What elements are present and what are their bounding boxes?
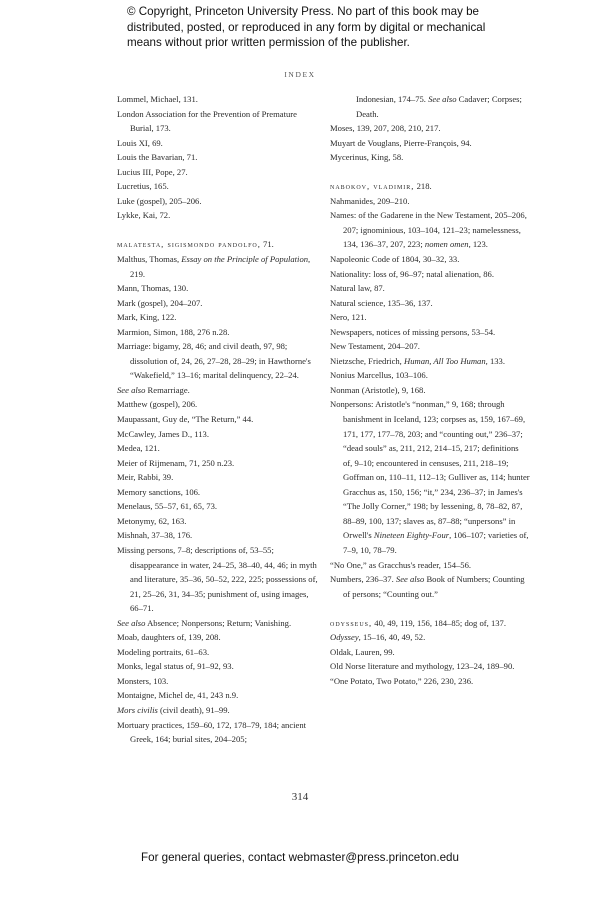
index-entry-text: Nonpersons: Aristotle's “nonman,” 9, 168; through banishment in Iceland, 123; corpses as, 159, 167–69, 171, 177, 177–78, 203; and “counting out,” 236–37; “dead souls” as, 211, 212, 214–15, 217; definitions of, 9–10; encountered in censuses, 211, 218–19; Goffman on, 110–11, 112–13; Gulliver as, 114; hunter Gracchus as, 150, 156; “it,” 234, 236–37; in James's “The Jolly Corner,” 198; by lessening, 8, 78–82, 87, 88–89, 100, 137; slaves as, 87–88; “unpersons” in Orwell's <box>330 399 530 541</box>
index-entry-text: , 219. <box>130 254 311 279</box>
index-entry-text: Malthus, Thomas, <box>117 254 182 265</box>
page-number: 314 <box>291 791 309 803</box>
index-entry-text: Oldak, Lauren, 99. <box>330 646 395 657</box>
index-entry-text: Mark (gospel), 204–207. <box>117 297 203 308</box>
index-entry-text: Memory sanctions, 106. <box>117 486 201 497</box>
index-entry <box>330 208 530 252</box>
index-entry <box>117 528 320 543</box>
index-entry-text: Nietzsche, Friedrich, <box>330 355 404 366</box>
index-entry-text: , 133. <box>485 355 505 366</box>
index-entry <box>117 136 320 151</box>
index-entry-text: Human, All Too Human <box>403 355 486 366</box>
index-entry-text: Old Norse literature and mythology, 123–24, 189–90. <box>330 661 515 672</box>
index-entry-text: Maupassant, Guy de, “The Return,” 44. <box>117 414 254 425</box>
letter-group-gap <box>117 223 320 238</box>
index-entry <box>117 427 320 442</box>
index-entry-text: Metonymy, 62, 163. <box>117 515 187 526</box>
index-entry-text: Mycerinus, King, 58. <box>330 152 404 163</box>
index-entry <box>117 470 320 485</box>
index-entry-text: See also <box>428 94 457 104</box>
index-entry-text: Mors civilis <box>117 704 158 715</box>
index-entry-text: 40, 49, 119, 156, 184–85; dog of, 137. <box>372 617 506 628</box>
copyright-line: distributed, posted, or reproduced in any form by digital or mechanical <box>127 20 486 34</box>
index-entry <box>330 325 530 340</box>
index-entry-text: Absence; Nonpersons; Return; Vanishing. <box>145 617 292 628</box>
index-entry <box>117 485 320 500</box>
index-entry-text: Moses, 139, 207, 208, 210, 217. <box>330 123 441 134</box>
index-entry-text: Nonman (Aristotle), 9, 168. <box>330 384 426 395</box>
index-entry <box>330 572 530 601</box>
index-entry <box>330 659 530 674</box>
index-entry-text: Natural science, 135–36, 137. <box>330 297 433 308</box>
index-entry-text: Meier of Rijmenam, 71, 250 n.23. <box>117 457 235 468</box>
index-entry-text: Napoleonic Code of 1804, 30–32, 33. <box>330 254 460 265</box>
index-entry-text: Newspapers, notices of missing persons, 53–54. <box>330 326 496 337</box>
index-entry-text: 218. <box>414 181 432 192</box>
index-headword: nabokov, vladimir, <box>330 181 415 192</box>
index-entry <box>330 281 530 296</box>
index-entry-text: Lykke, Kai, 72. <box>117 210 171 221</box>
index-entry <box>117 718 320 747</box>
index-entry-text: Marmion, Simon, 188, 276 n.28. <box>117 326 230 337</box>
index-entry <box>117 92 320 107</box>
index-entry-text: Matthew (gospel), 206. <box>117 399 198 410</box>
index-entry <box>330 252 530 267</box>
index-entry <box>330 674 530 689</box>
index-entry-text: Names: of the Gadarene in the New Testament, 205–206, 207; ignominious, 103–104, 121–23; namelessness, 134, 136–37, 207, 223; <box>330 210 527 250</box>
index-entry <box>117 412 320 427</box>
index-headword: malatesta, sigismondo pandolfo, <box>117 239 261 250</box>
index-entry-text: Nationality: loss of, 96–97; natal alienation, 86. <box>330 268 494 279</box>
index-entry <box>330 383 530 398</box>
index-entry-text: Mortuary practices, 159–60, 172, 178–79, 184; ancient Greek, 164; burial sites, 204–205; <box>117 719 307 745</box>
index-entry <box>117 165 320 180</box>
index-column-left <box>117 92 320 747</box>
index-entry-text: Mann, Thomas, 130. <box>117 283 189 294</box>
index-entry <box>330 630 530 645</box>
index-entry <box>117 325 320 340</box>
copyright-notice <box>127 4 487 51</box>
index-entry-text: Medea, 121. <box>117 443 160 454</box>
footer-contact: For general queries, contact webmaster@press.princeton.edu <box>141 851 459 864</box>
index-entry <box>330 616 530 631</box>
letter-group-gap <box>330 601 530 616</box>
index-entry <box>330 194 530 209</box>
index-entry-text: nomen omen <box>424 239 469 250</box>
index-entry-text: See also <box>395 574 425 585</box>
index-entry-text: , 123. <box>468 239 488 250</box>
index-entry <box>117 208 320 223</box>
index-entry-text: Monsters, 103. <box>117 675 169 686</box>
index-entry-text: Essay on the Principle of Population <box>181 254 309 265</box>
index-entry-text: Book of Numbers; Counting of persons; “Counting out.” <box>343 574 525 599</box>
index-entry-text: Cadaver; Corpses; Death. <box>356 94 522 119</box>
index-entry-text: Marriage: bigamy, 28, 46; and civil death, 97, 98; dissolution of, 24, 26, 27–28, 28–29; in Hawthorne's “Wakefield,” 13–16; marital delinquency, 22–24. <box>117 341 311 381</box>
index-entry-text: Nineteen Eighty-Four <box>373 530 450 541</box>
index-entry <box>330 354 530 369</box>
index-entry <box>330 121 530 136</box>
index-entry-text: Muyart de Vouglans, Pierre-François, 94. <box>330 137 472 148</box>
index-entry <box>330 310 530 325</box>
index-entry-text: , 106–107; varieties of, 7–9, 10, 78–79. <box>343 530 529 555</box>
index-entry-text: Monks, legal status of, 91–92, 93. <box>117 661 234 672</box>
index-entry-text: McCawley, James D., 113. <box>117 428 209 439</box>
index-entry <box>330 339 530 354</box>
index-entry-text: (civil death), 91–99. <box>157 704 230 715</box>
index-entry <box>117 659 320 674</box>
index-headword: odysseus, <box>330 617 373 628</box>
index-entry-text: Modeling portraits, 61–63. <box>117 646 210 657</box>
index-entry <box>117 616 320 631</box>
index-entry <box>330 558 530 573</box>
index-entry <box>117 237 320 252</box>
index-entry-text: See also <box>117 384 146 395</box>
index-entry <box>117 339 320 383</box>
index-entry-text: Mishnah, 37–38, 176. <box>117 530 193 541</box>
index-entry-text: Numbers, 236–37. <box>330 574 396 585</box>
index-entry <box>330 645 530 660</box>
index-entry <box>330 179 530 194</box>
index-entry-text: “No One,” as Gracchus's reader, 154–56. <box>330 559 472 570</box>
index-entry-text: Moab, daughters of, 139, 208. <box>117 632 221 643</box>
index-entry-text: Lucretius, 165. <box>117 181 169 192</box>
index-entry <box>330 397 530 557</box>
index-entry <box>117 514 320 529</box>
index-entry-text: Remarriage. <box>145 384 190 395</box>
index-entry-text: Odyssey <box>330 632 359 643</box>
copyright-line: © Copyright, Princeton University Press. No part of this book may be <box>127 5 479 18</box>
index-entry-text: London Association for the Prevention of Premature Burial, 173. <box>117 108 297 134</box>
index-entry-text: , 15–16, 40, 49, 52. <box>358 632 426 643</box>
index-entry <box>330 92 530 121</box>
copyright-line: means without prior written permission of the publisher. <box>127 36 410 49</box>
index-entry <box>117 397 320 412</box>
index-entry <box>330 150 530 165</box>
index-entry <box>117 179 320 194</box>
index-entry-text: Mark, King, 122. <box>117 312 177 323</box>
index-entry <box>117 296 320 311</box>
index-entry <box>330 296 530 311</box>
index-entry-text: Menelaus, 55–57, 61, 65, 73. <box>117 501 218 512</box>
index-entry <box>330 136 530 151</box>
index-entry <box>117 383 320 398</box>
index-entry <box>117 688 320 703</box>
index-entry <box>117 703 320 718</box>
index-entry <box>117 645 320 660</box>
index-entry-text: Missing persons, 7–8; descriptions of, 53–55; disappearance in water, 24–25, 38–40, 44, 46; in myth and literature, 35–36, 50–52, 222, 225; possessions of, 21, 25–26, 31, 34–35; punishment of, using images, 66–71. <box>117 544 318 614</box>
index-entry <box>117 107 320 136</box>
index-entry-text: “One Potato, Two Potato,” 226, 230, 236. <box>330 675 474 686</box>
index-entry <box>117 543 320 616</box>
index-entry <box>330 267 530 282</box>
index-entry <box>117 281 320 296</box>
index-entry-text: Nahmanides, 209–210. <box>330 195 410 206</box>
index-entry-text: Louis the Bavarian, 71. <box>117 152 198 163</box>
index-entry-text: See also <box>117 617 146 628</box>
index-entry-text: Montaigne, Michel de, 41, 243 n.9. <box>117 690 239 701</box>
letter-group-gap <box>330 165 530 180</box>
index-entry <box>117 456 320 471</box>
index-entry <box>117 310 320 325</box>
index-entry-text: Lommel, Michael, 131. <box>117 94 198 104</box>
index-entry <box>117 150 320 165</box>
index-entry <box>117 252 320 281</box>
index-entry-text: Nonius Marcellus, 103–106. <box>330 370 428 381</box>
index-entry <box>117 674 320 689</box>
index-entry-text: Nero, 121. <box>330 312 367 323</box>
index-column-right <box>330 92 530 688</box>
index-entry-text: Louis XI, 69. <box>117 137 163 148</box>
index-entry-text: New Testament, 204–207. <box>330 341 420 352</box>
running-head: INDEX <box>284 70 316 79</box>
index-entry <box>117 194 320 209</box>
index-entry-text: Natural law, 87. <box>330 283 385 294</box>
index-entry-text: Indonesian, 174–75. <box>356 94 429 104</box>
index-entry-text: Luke (gospel), 205–206. <box>117 195 202 206</box>
index-entry-text: Meir, Rabbi, 39. <box>117 472 174 483</box>
index-entry <box>117 441 320 456</box>
index-entry-text: Lucius III, Pope, 27. <box>117 166 188 177</box>
index-entry <box>117 630 320 645</box>
index-entry <box>330 368 530 383</box>
index-entry-text: 71. <box>260 239 274 250</box>
index-entry <box>117 499 320 514</box>
